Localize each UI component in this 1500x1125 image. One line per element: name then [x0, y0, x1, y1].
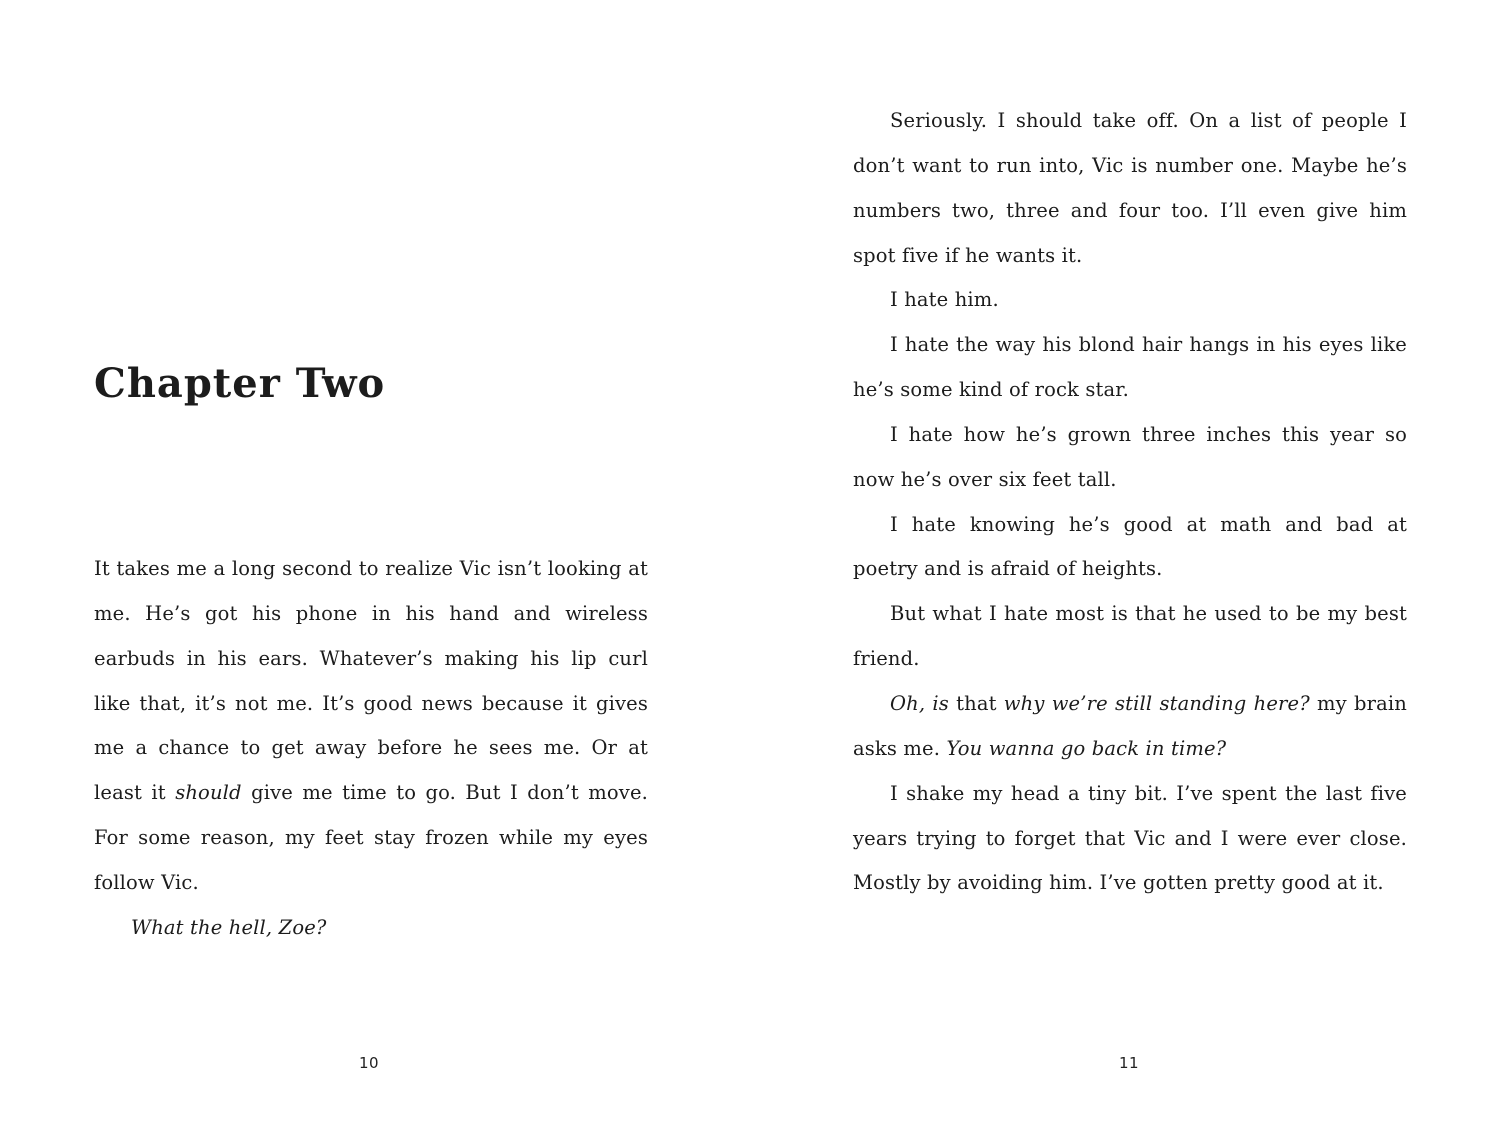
text-segment: that [948, 691, 1004, 715]
left-page [94, 0, 648, 1125]
text-segment: It takes me a long second to realize Vic isn’t looking at me. He’s got his phone in his hand and wireless earbuds in his ears. Whatever’s making his lip curl like that, it’s not me. It’s good news because it gives me a chance to get away before he sees me. Or at least it [94, 557, 648, 805]
italic-text-segment: why we’re still standing here? [1003, 691, 1310, 715]
text-segment: Seriously. I should take off. On a list of people I don’t want to run into, Vic is number one. Maybe he’s numbers two, three and four too. I’ll even give him spot five if he wants it. [853, 109, 1407, 267]
text-segment: I hate how he’s grown three inches this year so now he’s over six feet tall. [853, 422, 1407, 491]
paragraph [853, 772, 1407, 907]
italic-text-segment: Oh, is [890, 691, 949, 715]
chapter-title: Chapter Two [94, 360, 386, 407]
paragraph [853, 682, 1407, 772]
paragraph [853, 278, 1407, 323]
text-segment: I hate knowing he’s good at math and bad at poetry and is afraid of heights. [853, 512, 1407, 581]
text-segment: But what I hate most is that he used to be my best friend. [853, 602, 1407, 671]
italic-text-segment: should [175, 781, 242, 805]
paragraph [853, 99, 1407, 278]
text-segment: give me time to go. But I don’t move. For some reason, my feet stay frozen while my eyes follow Vic. [94, 781, 648, 894]
right-page-body [853, 99, 1407, 906]
paragraph [94, 906, 648, 951]
text-segment: I hate him. [890, 288, 999, 312]
text-segment: I shake my head a tiny bit. I’ve spent the last five years trying to forget that Vic and I were ever close. Mostly by avoiding him. I’ve gotten pretty good at it. [853, 781, 1407, 895]
paragraph [853, 503, 1407, 593]
paragraph [94, 547, 648, 906]
left-page-body [94, 547, 648, 951]
italic-text-segment: What the hell, Zoe? [131, 915, 327, 939]
page-number: 11 [1119, 1054, 1140, 1072]
italic-text-segment: You wanna go back in time? [946, 736, 1227, 760]
page-number: 10 [359, 1054, 380, 1072]
paragraph [853, 323, 1407, 413]
paragraph [853, 413, 1407, 503]
text-segment: I hate the way his blond hair hangs in his eyes like he’s some kind of rock star. [853, 333, 1407, 402]
paragraph [853, 592, 1407, 682]
text-segment: my brain asks me. [853, 691, 1407, 760]
right-page [853, 0, 1407, 1125]
